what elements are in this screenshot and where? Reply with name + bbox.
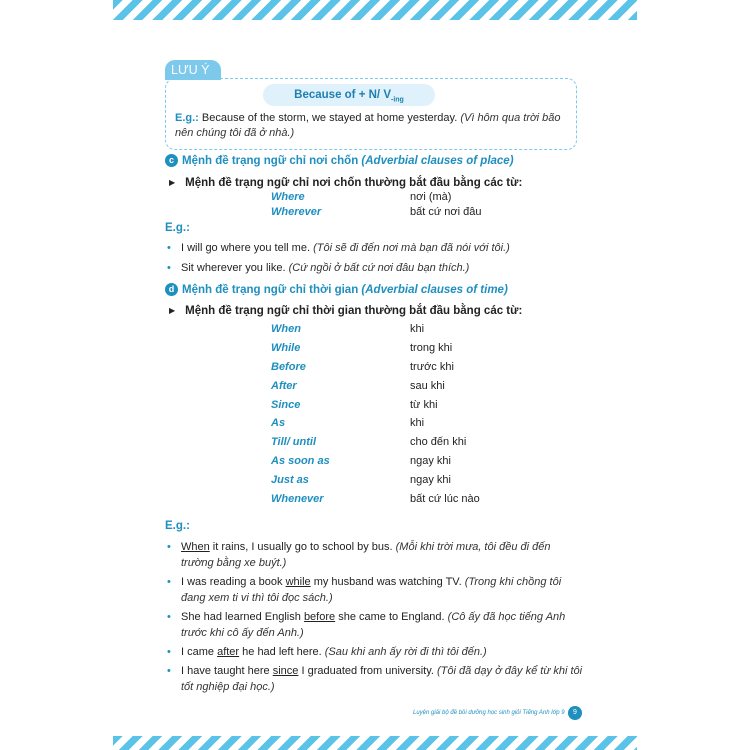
formula-main: Because of + N/ V <box>294 89 391 101</box>
term-meaning: bất cứ lúc nào <box>410 493 480 505</box>
list-item <box>165 260 585 276</box>
section-c-eg-label: E.g.: <box>165 222 190 234</box>
formula-sub: -ing <box>391 96 404 104</box>
term-word: While <box>271 342 301 354</box>
example-keyword: since <box>272 665 299 677</box>
page-number: 9 <box>568 706 582 720</box>
bullet-icon: • <box>167 646 171 658</box>
bullet-icon: • <box>167 242 171 254</box>
example-translation: (Trong khi chồng tôi đang xem ti vi thì tôi đọc sách.) <box>181 576 562 604</box>
section-c-title: Mệnh đề trạng ngữ chỉ nơi chốn <box>182 155 362 167</box>
term-meaning: nơi (mà) <box>410 191 452 203</box>
section-c-intro <box>169 177 522 189</box>
example-translation: (Cô ấy đã học tiếng Anh trước khi cô ấy đến Anh.) <box>181 611 566 639</box>
footer-book-title: Luyện giải bộ đề bồi dưỡng học sinh giỏi Tiếng Anh lớp 9 <box>413 710 565 716</box>
term-meaning: ngay khi <box>410 474 451 486</box>
section-d-intro <box>169 305 522 317</box>
formula-pill <box>263 84 435 106</box>
term-meaning: trước khi <box>410 361 454 373</box>
example-keyword: When <box>181 541 210 553</box>
term-word: Where <box>271 191 305 203</box>
term-meaning: khi <box>410 417 425 429</box>
example-post: my husband was watching TV. <box>310 576 465 588</box>
example-keyword: while <box>285 576 311 588</box>
example-post: he had left here. <box>239 646 325 658</box>
arrow-icon: ▶ <box>169 178 176 187</box>
bullet-icon: • <box>167 262 171 274</box>
example-translation: (Tôi sẽ đi đến nơi mà bạn đã nói với tôi.) <box>313 242 510 254</box>
example-translation: (Mỗi khi trời mưa, tôi đều đi đến trường bằng xe buýt.) <box>181 541 551 569</box>
example-post: she came to England. <box>335 611 448 623</box>
note-eg-text: Because of the storm, we stayed at home yesterday. <box>198 112 461 124</box>
document-page <box>113 20 637 736</box>
section-c-badge: c <box>165 154 178 167</box>
term-meaning: bất cứ nơi đâu <box>410 206 482 218</box>
section-c-title-en: (Adverbial clauses of place) <box>361 155 514 167</box>
example-post: it rains, I usually go to school by bus. <box>209 541 396 553</box>
example-text: I will go where you tell me. <box>181 242 314 254</box>
list-item <box>165 609 585 641</box>
section-d-eg-label: E.g.: <box>165 520 190 532</box>
example-pre: I have taught here <box>181 665 273 677</box>
section-d-intro-text: Mệnh đề trạng ngữ chỉ thời gian thường bắt đầu bằng các từ: <box>185 305 523 317</box>
term-meaning: ngay khi <box>410 455 451 467</box>
term-meaning: từ khi <box>410 399 438 411</box>
bottom-stripe-border <box>113 736 637 750</box>
term-word: Whenever <box>271 493 324 505</box>
bullet-icon: • <box>167 611 171 623</box>
list-item <box>165 574 585 606</box>
bullet-icon: • <box>167 541 171 553</box>
section-d-badge: d <box>165 283 178 296</box>
term-word: Before <box>271 361 306 373</box>
section-d-title: Mệnh đề trạng ngữ chỉ thời gian <box>182 284 362 296</box>
term-word: Till/ until <box>271 436 317 448</box>
note-eg-translation: (Vì hôm qua trời bão nên chúng tôi đã ở nhà.) <box>175 112 561 139</box>
bullet-icon: • <box>167 665 171 677</box>
arrow-icon: ▶ <box>169 306 176 315</box>
bullet-icon: • <box>167 576 171 588</box>
term-meaning: cho đến khi <box>410 436 467 448</box>
list-item <box>165 539 585 571</box>
term-meaning: sau khi <box>410 380 445 392</box>
list-item <box>165 644 585 660</box>
section-c-intro-text: Mệnh đề trạng ngữ chỉ nơi chốn thường bắt đầu bằng các từ: <box>185 177 523 189</box>
list-item <box>165 663 585 695</box>
section-c-heading <box>165 154 514 167</box>
note-eg-label: E.g.: <box>175 112 199 124</box>
term-word: After <box>271 380 297 392</box>
term-word: Wherever <box>271 206 322 218</box>
example-keyword: after <box>217 646 240 658</box>
note-tab: LƯU Ý <box>165 60 221 80</box>
example-keyword: before <box>303 611 336 623</box>
section-d-heading <box>165 283 508 296</box>
term-word: As <box>271 417 286 429</box>
example-pre: She had learned English <box>181 611 304 623</box>
example-text: Sit wherever you like. <box>181 262 289 274</box>
example-translation: (Tôi đã dạy ở đây kể từ khi tôi tốt nghiệp đại học.) <box>181 665 583 693</box>
term-word: Just as <box>271 474 309 486</box>
list-item <box>165 240 585 256</box>
term-meaning: khi <box>410 323 425 335</box>
term-meaning: trong khi <box>410 342 453 354</box>
example-post: I graduated from university. <box>298 665 438 677</box>
term-word: Since <box>271 399 301 411</box>
example-pre: I came <box>181 646 218 658</box>
note-example <box>175 111 570 141</box>
top-stripe-border <box>113 0 637 20</box>
example-translation: (Sau khi anh ấy rời đi thì tôi đến.) <box>324 646 487 658</box>
term-word: When <box>271 323 301 335</box>
section-d-title-en: (Adverbial clauses of time) <box>361 284 508 296</box>
term-word: As soon as <box>271 455 330 467</box>
example-translation: (Cứ ngồi ở bất cứ nơi đâu bạn thích.) <box>288 262 470 274</box>
example-pre: I was reading a book <box>181 576 286 588</box>
